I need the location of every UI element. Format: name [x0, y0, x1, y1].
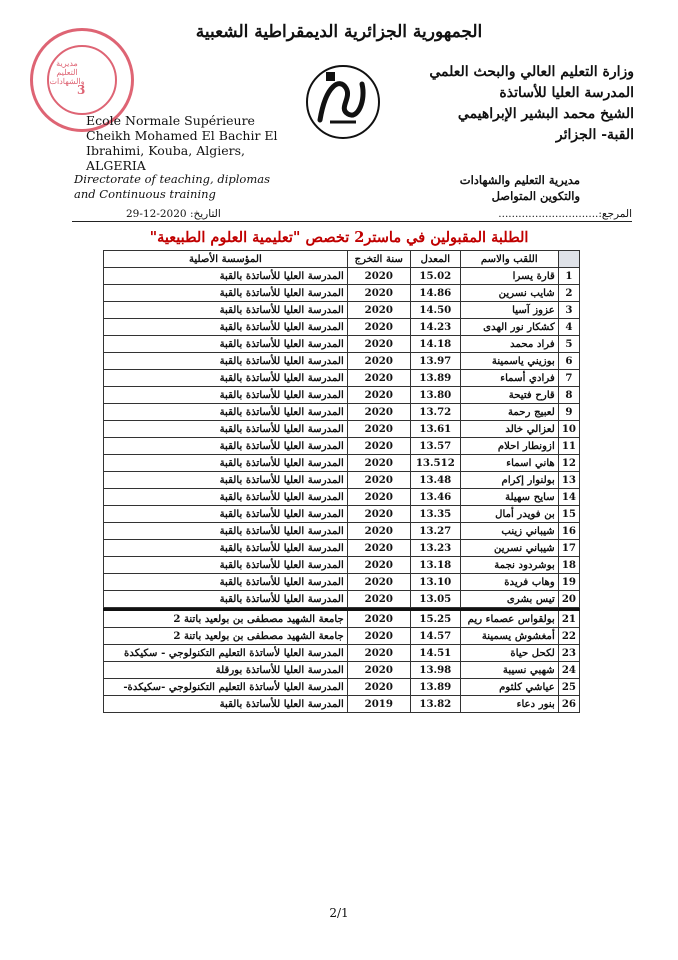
- student-average: 13.72: [410, 404, 460, 421]
- table-row: [104, 387, 580, 404]
- row-number: 6: [558, 353, 579, 370]
- student-name: سايح سهيلة: [460, 489, 558, 506]
- graduation-year: 2020: [347, 404, 410, 421]
- row-number: 21: [558, 611, 579, 628]
- reference-field: المرجع:..............................: [498, 208, 632, 220]
- original-institution: المدرسة العليا لأساتذة التعليم التكنولوجي - سكيكدة: [104, 645, 348, 662]
- row-number: 25: [558, 679, 579, 696]
- table-row: [104, 645, 580, 662]
- student-name: هاني اسماء: [460, 455, 558, 472]
- student-average: 13.89: [410, 679, 460, 696]
- row-number: 5: [558, 336, 579, 353]
- row-number: 2: [558, 285, 579, 302]
- graduation-year: 2020: [347, 679, 410, 696]
- table-row: [104, 611, 580, 628]
- header-average: المعدل: [410, 251, 460, 268]
- row-number: 8: [558, 387, 579, 404]
- student-average: 14.50: [410, 302, 460, 319]
- ministry-block-arabic: [404, 62, 634, 146]
- original-institution: المدرسة العليا للأساتذة بالقبة: [104, 574, 348, 591]
- graduation-year: 2020: [347, 319, 410, 336]
- table-row: [104, 268, 580, 285]
- table-row: [104, 506, 580, 523]
- graduation-year: 2020: [347, 611, 410, 628]
- row-number: 7: [558, 370, 579, 387]
- student-name: ازونطار احلام: [460, 438, 558, 455]
- table-row: [104, 455, 580, 472]
- header-name: اللقب والاسم: [460, 251, 558, 268]
- table-row: [104, 421, 580, 438]
- original-institution: المدرسة العليا للأساتذة بالقبة: [104, 353, 348, 370]
- student-name: بن فويدر أمال: [460, 506, 558, 523]
- original-institution: جامعة الشهيد مصطفى بن بولعيد باتنة 2: [104, 628, 348, 645]
- student-name: شيباني زينب: [460, 523, 558, 540]
- student-name: قارة يسرا: [460, 268, 558, 285]
- student-average: 14.57: [410, 628, 460, 645]
- graduation-year: 2020: [347, 662, 410, 679]
- row-number: 19: [558, 574, 579, 591]
- original-institution: المدرسة العليا للأساتذة بالقبة: [104, 268, 348, 285]
- student-average: 13.97: [410, 353, 460, 370]
- student-name: كشكار نور الهدى: [460, 319, 558, 336]
- student-name: شايب نسرين: [460, 285, 558, 302]
- original-institution: المدرسة العليا للأساتذة بالقبة: [104, 472, 348, 489]
- student-average: 13.46: [410, 489, 460, 506]
- directorate-english: [74, 172, 294, 202]
- graduation-year: 2020: [347, 336, 410, 353]
- student-name: بنور دعاء: [460, 696, 558, 713]
- row-number: 26: [558, 696, 579, 713]
- student-name: بولقواس عصماء ريم: [460, 611, 558, 628]
- original-institution: المدرسة العليا للأساتذة بالقبة: [104, 696, 348, 713]
- table-row: [104, 285, 580, 302]
- original-institution: المدرسة العليا للأساتذة بالقبة: [104, 404, 348, 421]
- student-average: 14.51: [410, 645, 460, 662]
- student-average: 13.89: [410, 370, 460, 387]
- student-name: شهبي نسيبة: [460, 662, 558, 679]
- header-year: سنة التخرج: [347, 251, 410, 268]
- table-row: [104, 319, 580, 336]
- row-number: 22: [558, 628, 579, 645]
- row-number: 18: [558, 557, 579, 574]
- table-row: [104, 696, 580, 713]
- original-institution: المدرسة العليا للأساتذة بالقبة: [104, 523, 348, 540]
- student-average: 13.512: [410, 455, 460, 472]
- graduation-year: 2020: [347, 421, 410, 438]
- student-name: عزوز آسيا: [460, 302, 558, 319]
- student-average: 13.10: [410, 574, 460, 591]
- graduation-year: 2020: [347, 353, 410, 370]
- student-name: لعبيج رحمة: [460, 404, 558, 421]
- graduation-year: 2020: [347, 455, 410, 472]
- row-number: 17: [558, 540, 579, 557]
- student-average: 14.23: [410, 319, 460, 336]
- table-row: [104, 591, 580, 608]
- row-number: 24: [558, 662, 579, 679]
- reference-date-line: [72, 208, 632, 222]
- graduation-year: 2020: [347, 438, 410, 455]
- students-table: [103, 250, 580, 713]
- table-row: [104, 353, 580, 370]
- graduation-year: 2020: [347, 523, 410, 540]
- graduation-year: 2020: [347, 540, 410, 557]
- row-number: 23: [558, 645, 579, 662]
- graduation-year: 2020: [347, 591, 410, 608]
- original-institution: المدرسة العليا للأساتذة بالقبة: [104, 302, 348, 319]
- graduation-year: 2020: [347, 370, 410, 387]
- table-row: [104, 662, 580, 679]
- student-average: 13.61: [410, 421, 460, 438]
- graduation-year: 2020: [347, 387, 410, 404]
- directorate-arabic: [410, 172, 580, 204]
- original-institution: المدرسة العليا للأساتذة بالقبة: [104, 455, 348, 472]
- row-number: 16: [558, 523, 579, 540]
- graduation-year: 2020: [347, 472, 410, 489]
- original-institution: المدرسة العليا لأساتذة التعليم التكنولوجي -سكيكدة-: [104, 679, 348, 696]
- student-name: عياشي كلثوم: [460, 679, 558, 696]
- school-fr-line-1: Ecole Normale Supérieure: [86, 113, 255, 128]
- row-number: 20: [558, 591, 579, 608]
- table-row: [104, 557, 580, 574]
- table-row: [104, 336, 580, 353]
- stamp-text: مديرية التعليم والشهادات: [49, 59, 85, 86]
- student-average: 13.57: [410, 438, 460, 455]
- original-institution: المدرسة العليا للأساتذة بالقبة: [104, 489, 348, 506]
- original-institution: المدرسة العليا للأساتذة بالقبة: [104, 387, 348, 404]
- student-name: بولنوار إكرام: [460, 472, 558, 489]
- school-fr-line-2: Cheikh Mohamed El Bachir El: [86, 128, 278, 143]
- table-header-row: [104, 251, 580, 268]
- document-date: التاريخ: 2020-12-29: [126, 208, 221, 220]
- table-row: [104, 523, 580, 540]
- table-row: [104, 302, 580, 319]
- directorate-en-line-2: and Continuous training: [74, 187, 216, 201]
- original-institution: المدرسة العليا للأساتذة بالقبة: [104, 421, 348, 438]
- graduation-year: 2020: [347, 645, 410, 662]
- header-institution: المؤسسة الأصلية: [104, 251, 348, 268]
- student-name: وهاب فريدة: [460, 574, 558, 591]
- original-institution: المدرسة العليا للأساتذة بالقبة: [104, 506, 348, 523]
- row-number: 1: [558, 268, 579, 285]
- original-institution: المدرسة العليا للأساتذة بالقبة: [104, 319, 348, 336]
- row-number: 4: [558, 319, 579, 336]
- table-body-group-1: [104, 268, 580, 608]
- student-average: 14.86: [410, 285, 460, 302]
- table-row: [104, 679, 580, 696]
- student-average: 13.82: [410, 696, 460, 713]
- graduation-year: 2020: [347, 506, 410, 523]
- graduation-year: 2020: [347, 302, 410, 319]
- graduation-year: 2020: [347, 628, 410, 645]
- original-institution: المدرسة العليا للأساتذة بالقبة: [104, 285, 348, 302]
- graduation-year: 2020: [347, 574, 410, 591]
- student-average: 13.18: [410, 557, 460, 574]
- graduation-year: 2020: [347, 268, 410, 285]
- page-number: 2/1: [329, 906, 349, 920]
- row-number: 3: [558, 302, 579, 319]
- original-institution: المدرسة العليا للأساتذة بالقبة: [104, 557, 348, 574]
- ministry-line-2: المدرسة العليا للأساتذة: [499, 85, 634, 101]
- student-average: 15.25: [410, 611, 460, 628]
- table-row: [104, 540, 580, 557]
- table-row: [104, 404, 580, 421]
- original-institution: جامعة الشهيد مصطفى بن بولعيد باتنة 2: [104, 611, 348, 628]
- student-average: 13.80: [410, 387, 460, 404]
- school-fr-line-3: Ibrahimi, Kouba, Algiers, ALGERIA: [86, 143, 245, 173]
- directorate-ar-line-1: مديرية التعليم والشهادات: [459, 173, 580, 187]
- original-institution: المدرسة العليا للأساتذة بالقبة: [104, 370, 348, 387]
- student-name: بوشردود نجمة: [460, 557, 558, 574]
- student-average: 13.98: [410, 662, 460, 679]
- row-number: 12: [558, 455, 579, 472]
- student-name: فرادي أسماء: [460, 370, 558, 387]
- student-name: قارح فتيحة: [460, 387, 558, 404]
- student-name: أمغشوش يسمينة: [460, 628, 558, 645]
- graduation-year: 2020: [347, 285, 410, 302]
- ministry-line-4: القبة- الجزائر: [555, 127, 634, 143]
- graduation-year: 2020: [347, 489, 410, 506]
- student-average: 13.48: [410, 472, 460, 489]
- student-average: 14.18: [410, 336, 460, 353]
- student-name: لكحل حياة: [460, 645, 558, 662]
- directorate-en-line-1: Directorate of teaching, diplomas: [74, 172, 271, 186]
- original-institution: المدرسة العليا للأساتذة بالقبة: [104, 591, 348, 608]
- student-name: بوزيني ياسمينة: [460, 353, 558, 370]
- student-average: 13.27: [410, 523, 460, 540]
- row-number: 11: [558, 438, 579, 455]
- row-number: 15: [558, 506, 579, 523]
- table-row: [104, 472, 580, 489]
- row-number: 14: [558, 489, 579, 506]
- student-average: 15.02: [410, 268, 460, 285]
- document-title: الطلبة المقبولين في ماستر2 تخصص "تعليمية العلوم الطبيعية": [149, 229, 529, 246]
- original-institution: المدرسة العليا للأساتذة بالقبة: [104, 336, 348, 353]
- student-average: 13.23: [410, 540, 460, 557]
- row-number: 10: [558, 421, 579, 438]
- graduation-year: 2019: [347, 696, 410, 713]
- table-body-group-2: [104, 611, 580, 713]
- table-row: [104, 489, 580, 506]
- school-logo: [300, 62, 386, 142]
- row-number: 13: [558, 472, 579, 489]
- school-name-french: [86, 113, 286, 173]
- original-institution: المدرسة العليا للأساتذة بالقبة: [104, 438, 348, 455]
- original-institution: المدرسة العليا للأساتذة بورقلة: [104, 662, 348, 679]
- student-name: فراد محمد: [460, 336, 558, 353]
- directorate-ar-line-2: والتكوين المتواصل: [491, 189, 580, 203]
- table-row: [104, 438, 580, 455]
- student-name: لعزالي خالد: [460, 421, 558, 438]
- table-row: [104, 628, 580, 645]
- stamp-number: 3: [77, 83, 86, 97]
- table-row: [104, 574, 580, 591]
- republic-heading: الجمهورية الجزائرية الديمقراطية الشعبية: [195, 22, 483, 42]
- student-average: 13.05: [410, 591, 460, 608]
- student-average: 13.35: [410, 506, 460, 523]
- student-name: تيس بشرى: [460, 591, 558, 608]
- row-number: 9: [558, 404, 579, 421]
- ministry-line-1: وزارة التعليم العالي والبحث العلمي: [429, 64, 634, 80]
- header-number: [558, 251, 579, 268]
- graduation-year: 2020: [347, 557, 410, 574]
- ministry-line-3: الشيخ محمد البشير الإبراهيمي: [457, 106, 634, 122]
- student-name: شيباني نسرين: [460, 540, 558, 557]
- table-row: [104, 370, 580, 387]
- original-institution: المدرسة العليا للأساتذة بالقبة: [104, 540, 348, 557]
